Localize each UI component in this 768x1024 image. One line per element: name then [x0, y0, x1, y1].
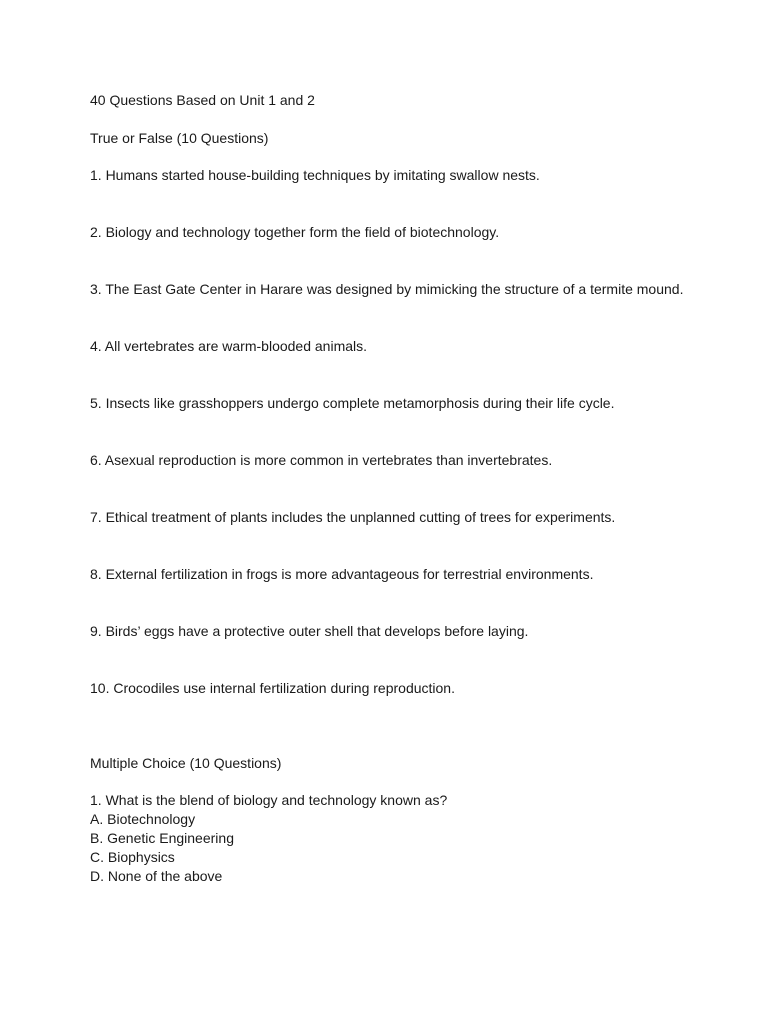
true-false-heading: True or False (10 Questions) [90, 130, 269, 146]
true-false-item-8: 8. External fertilization in frogs is more advantageous for terrestrial environments. [90, 566, 594, 582]
true-false-item-1: 1. Humans started house-building techniques by imitating swallow nests. [90, 167, 540, 183]
document-page [90, 91, 740, 886]
true-false-item-10: 10. Crocodiles use internal fertilization during reproduction. [90, 680, 455, 696]
option-d: D. None of the above [90, 868, 223, 884]
question-text: 1. What is the blend of biology and technology known as? [90, 792, 448, 808]
option-c: C. Biophysics [90, 849, 175, 865]
multiple-choice-question-1 [90, 791, 740, 886]
true-false-item-9: 9. Birds’ eggs have a protective outer shell that develops before laying. [90, 623, 529, 639]
true-false-item-3: 3. The East Gate Center in Harare was designed by mimicking the structure of a termite mound. [90, 281, 684, 297]
document-title: 40 Questions Based on Unit 1 and 2 [90, 92, 315, 108]
true-false-item-7: 7. Ethical treatment of plants includes the unplanned cutting of trees for experiments. [90, 509, 616, 525]
true-false-item-4: 4. All vertebrates are warm-blooded animals. [90, 338, 368, 354]
true-false-section [90, 129, 740, 698]
option-a: A. Biotechnology [90, 811, 196, 827]
multiple-choice-heading: Multiple Choice (10 Questions) [90, 755, 282, 771]
true-false-list [90, 166, 740, 698]
true-false-item-2: 2. Biology and technology together form the field of biotechnology. [90, 224, 500, 240]
true-false-item-5: 5. Insects like grasshoppers undergo complete metamorphosis during their life cycle. [90, 395, 615, 411]
multiple-choice-section [90, 754, 740, 886]
option-b: B. Genetic Engineering [90, 830, 234, 846]
true-false-item-6: 6. Asexual reproduction is more common in vertebrates than invertebrates. [90, 452, 553, 468]
